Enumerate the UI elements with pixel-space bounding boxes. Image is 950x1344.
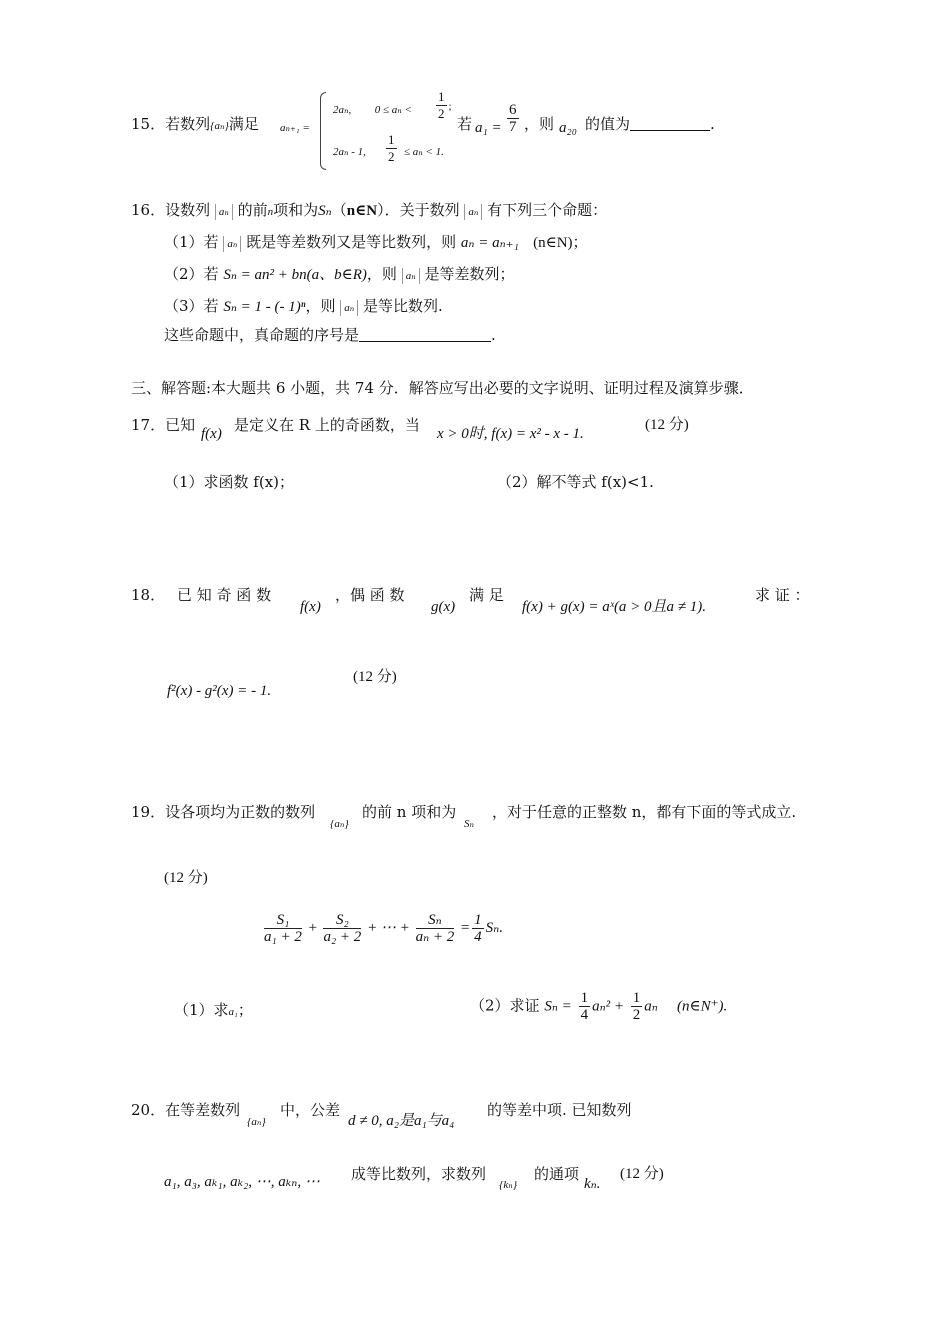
q20-text-a: 中，公差 bbox=[280, 1101, 341, 1119]
q16-prop1: （1）若 aₙ 既是等差数列又是等比数列，则 aₙ = aₙ₊₁ (n∈N)； bbox=[164, 233, 588, 251]
q18-text-c: 满 足 bbox=[469, 586, 504, 604]
q20-seq: {aₙ} bbox=[247, 1116, 266, 1128]
q18-proof-eq: f²(x) - g²(x) = - 1. bbox=[167, 683, 272, 699]
q15-a1-frac: $\frac{6}{7}$ bbox=[509, 102, 517, 135]
q16-line1: 16．设数列 aₙ 的前n项和为Sₙ（n∈N）．关于数列 aₙ 有下列三个命题： bbox=[131, 201, 608, 219]
q19-seq: {aₙ} bbox=[330, 818, 349, 830]
q18-gx: g(x) bbox=[431, 599, 456, 615]
q19-Sn: Sₙ bbox=[464, 818, 474, 830]
q17-part1: （1）求函数 f(x)； bbox=[164, 473, 295, 491]
q17-text: 是定义在 R 上的奇函数，当 bbox=[234, 416, 420, 434]
q19-main-equation: $\frac{\text{S₁}}{\text{a₁ + 2}}$ + $\frac{\text{S₂}}{\text{a₂ + 2}}$ + ⋯ + $\frac{\text{Sₙ}}{\text{aₙ + 2}}$ = $\frac{1}{4}$ Sₙ. bbox=[264, 912, 503, 945]
q18-text-b: ，偶 函 数 bbox=[335, 586, 405, 604]
q17-lead: 17．已知 bbox=[131, 416, 196, 434]
q15-half-2: $\frac{1}{2}$ bbox=[388, 132, 395, 164]
q18-text-d: 求 证 ： bbox=[755, 586, 810, 604]
q20-text-d: 的通项 bbox=[534, 1165, 580, 1183]
q18-lead: 18． bbox=[131, 586, 166, 604]
q20-kn: kₙ. bbox=[584, 1176, 601, 1192]
q17-fx: f(x) bbox=[201, 426, 222, 442]
q16-ask: 这些命题中，真命题的序号是 . bbox=[164, 326, 496, 344]
q16-prop2: （2）若 Sₙ = an² + bn(a、b∈R)，则 aₙ 是等差数列； bbox=[164, 265, 515, 283]
q20-text-c: 成等比数列，求数列 bbox=[351, 1165, 487, 1183]
q16-answer-blank[interactable] bbox=[359, 327, 491, 342]
section-heading: 三、解答题:本大题共 6 小题，共 74 分．解答应写出必要的文字说明、证明过程及演算步骤． bbox=[131, 379, 754, 397]
q15-case2-expr: 2aₙ - 1, bbox=[333, 146, 366, 158]
q19-text-a: 的前 n 项和为 bbox=[362, 803, 457, 821]
q15-lhs: aₙ₊₁ = bbox=[280, 122, 310, 134]
q15-then: ，则 bbox=[524, 115, 555, 133]
q19-part2: （2）求证 Sₙ = $\frac{1}{4}$ aₙ² + $\frac{1}{2}$ aₙ (n∈N⁺). bbox=[470, 990, 728, 1023]
q20-list: a₁, a₃, aₖ₁, aₖ₂, ⋯, aₖₙ, ⋯ bbox=[164, 1174, 320, 1190]
q19-lead: 19．设各项均为正数的数列 bbox=[131, 803, 316, 821]
q16-prop3: （3）若 Sₙ = 1 - (- 1)ⁿ，则 aₙ 是等比数列. bbox=[164, 297, 443, 315]
q19-text-b: ，对于任意的正整数 n，都有下面的等式成立. bbox=[492, 803, 797, 821]
q15-half-1: $\frac{1}{2}$ ; bbox=[438, 89, 452, 121]
q20-lead: 20．在等差数列 bbox=[131, 1101, 241, 1119]
q18-score: (12 分) bbox=[353, 669, 397, 685]
q15-answer-blank[interactable] bbox=[630, 116, 710, 131]
q15-case1: 2aₙ, 0 ≤ aₙ < bbox=[333, 104, 412, 116]
q18-eq: f(x) + g(x) = aˣ(a > 0且a ≠ 1). bbox=[522, 599, 707, 615]
q20-cond: d ≠ 0, a₂是a₁与a₄ bbox=[348, 1113, 455, 1129]
q15-case2-cond: ≤ aₙ < 1. bbox=[404, 146, 444, 158]
q15-if: 若 bbox=[457, 115, 473, 133]
q15-ask: 的值为 . bbox=[585, 115, 715, 133]
q17-part2: （2）解不等式 f(x)<1. bbox=[497, 473, 654, 491]
q15-a20: a₂₀ bbox=[559, 120, 577, 136]
q19-score: (12 分) bbox=[164, 870, 208, 886]
q20-score: (12 分) bbox=[620, 1166, 664, 1182]
q17-score: (12 分) bbox=[645, 417, 689, 433]
q15-lead: 15．若数列{aₙ}满足 bbox=[131, 115, 259, 133]
q20-kseq: {kₙ} bbox=[499, 1179, 518, 1191]
q15-a1: a₁ = bbox=[475, 120, 502, 136]
q18-fx: f(x) bbox=[300, 599, 321, 615]
q15-brace bbox=[320, 92, 326, 170]
q18-text-a: 已 知 奇 函 数 bbox=[177, 586, 272, 604]
q19-part1: （1）求a₁； bbox=[174, 1001, 253, 1019]
q20-text-b: 的等差中项. 已知数列 bbox=[487, 1101, 632, 1119]
q17-cond: x > 0时, f(x) = x² - x - 1. bbox=[437, 426, 584, 442]
